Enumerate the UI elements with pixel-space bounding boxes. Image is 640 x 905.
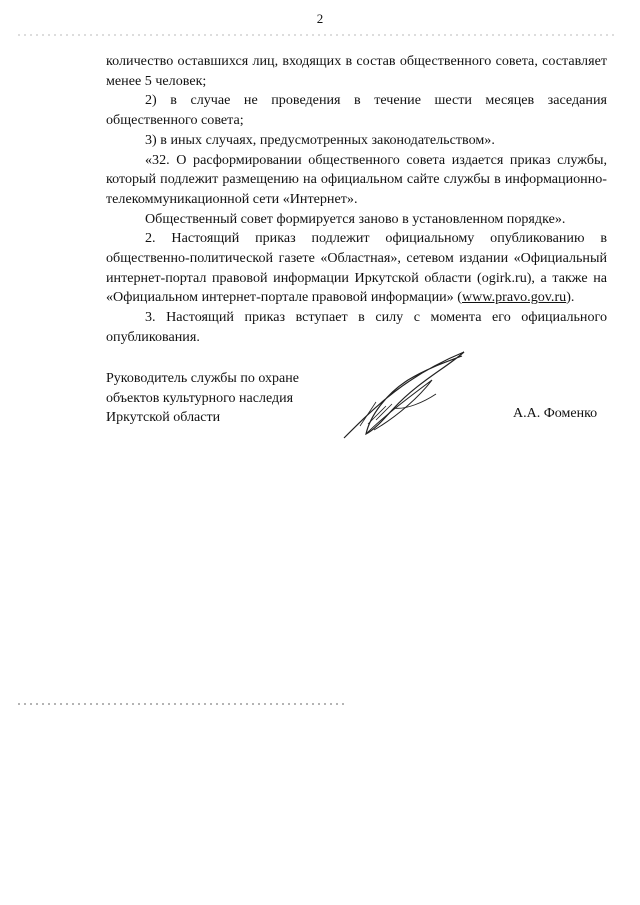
pravo-link[interactable]: www.pravo.gov.ru [461, 289, 567, 306]
signer-position-line-1: Руководитель службы по охране [106, 371, 299, 386]
paragraph-item-2: 2) в случае не проведения в течение шести месяцев заседания общественного совета; [106, 92, 607, 129]
paragraph-item-3: 3) в иных случаях, предусмотренных законодательством». [145, 131, 495, 148]
document-body [106, 52, 607, 348]
paragraph-publication [106, 229, 607, 308]
paragraph-continuation: количество оставшихся лиц, входящих в состав общественного совета, составляет менее 5 человек; [106, 53, 607, 89]
page-number: 2 [316, 11, 324, 26]
signer-name: А.А. Фоменко [513, 406, 598, 421]
signer-position-line-2: объектов культурного наследия [106, 390, 294, 406]
signature-block [106, 369, 299, 428]
signer-position-line-3: Иркутской области [106, 410, 221, 425]
scan-noise-bottom [18, 703, 348, 705]
publication-tail: ). [566, 289, 575, 306]
paragraph-reform: Общественный совет формируется заново в установленном порядке». [145, 210, 566, 227]
scan-noise-top [18, 34, 618, 36]
paragraph-clause-32: «32. О расформировании общественного совета издается приказ службы, который подлежит размещению на официальном сайте службы в информационно-телекоммуникационной сети «Интернет». [106, 151, 607, 207]
paragraph-effective: 3. Настоящий приказ вступает в силу с момента его официального опубликования. [106, 309, 607, 345]
handwritten-signature [336, 346, 476, 446]
publication-text: 2. Настоящий приказ подлежит официальному опубликованию в общественно-политической газете «Областная», сетевом издании «Официальный интернет-портал правовой информации Иркутской области (ogirk.ru), а также на «Официальном интернет-портале правовой информации» ( [106, 230, 607, 306]
